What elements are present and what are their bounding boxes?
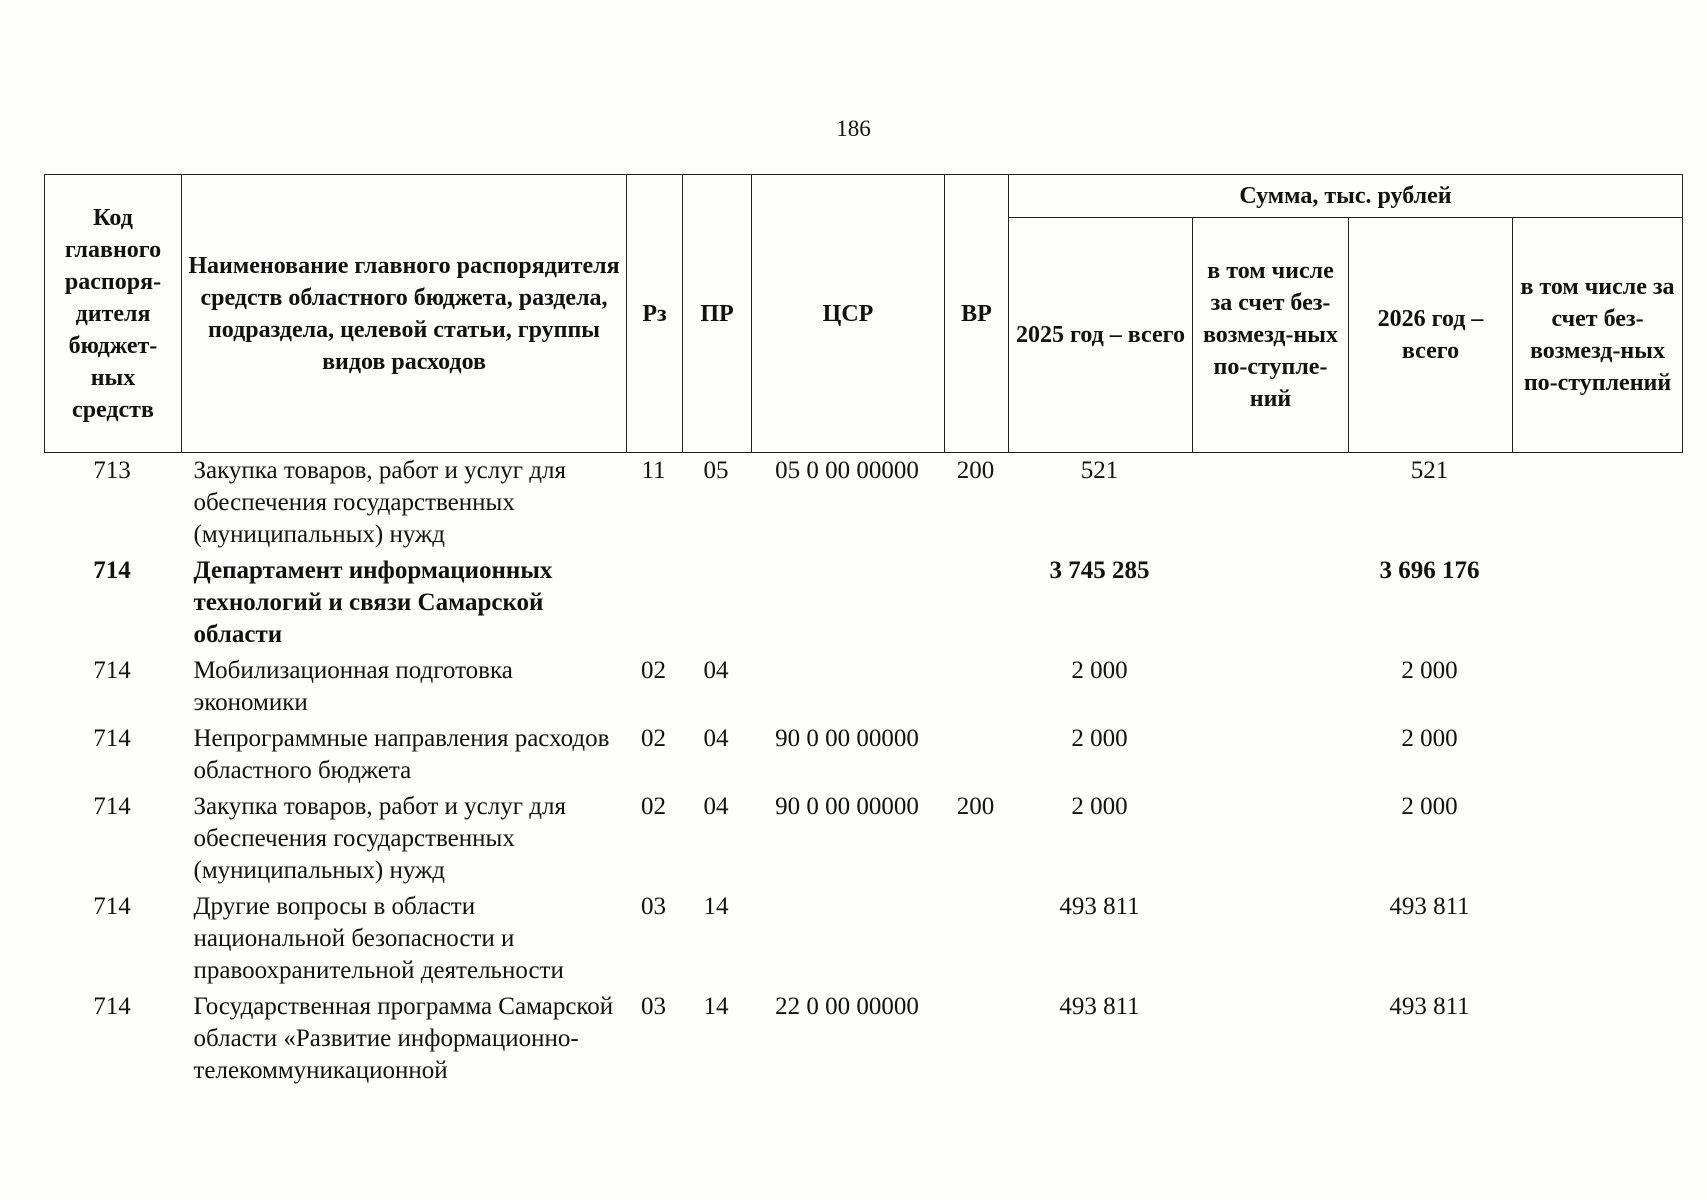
cell-code: 714: [93, 725, 131, 752]
cell-2026-total: 3 696 176: [1379, 557, 1480, 584]
cell-pr: 04: [703, 725, 729, 752]
cell-pr: 14: [703, 893, 729, 920]
cell-2025-total: 2 000: [1071, 725, 1128, 752]
cell-2025-grants: [1193, 789, 1349, 889]
cell-name: Государственная программа Самарской области «Развитие информационно-телекоммуникационной: [193, 993, 614, 1084]
cell-2025-grants: [1193, 553, 1349, 653]
cell-2025-total: 2 000: [1071, 657, 1128, 684]
cell-rz: 03: [641, 893, 666, 920]
cell-2026-grants: [1513, 453, 1683, 554]
cell-csr: [752, 889, 945, 989]
header-code: Код главного распоря-дителя бюджет-ных средств: [45, 175, 182, 453]
table-row: [45, 721, 1683, 789]
cell-name: Департамент информационных технологий и связи Самарской области: [193, 557, 553, 648]
cell-code: 714: [93, 557, 131, 584]
cell-vr: [945, 889, 1009, 989]
cell-2026-total: 2 000: [1401, 725, 1458, 752]
cell-2025-grants: [1193, 653, 1349, 721]
cell-vr: 200: [956, 457, 995, 484]
table-row: [45, 789, 1683, 889]
cell-pr: 04: [703, 657, 729, 684]
header-2026-total: 2026 год – всего: [1349, 218, 1513, 453]
cell-name: Другие вопросы в области национальной безопасности и правоохранительной деятельности: [193, 893, 564, 984]
cell-csr: [752, 653, 945, 721]
cell-name: Непрограммные направления расходов областного бюджета: [193, 725, 610, 784]
cell-2026-grants: [1513, 653, 1683, 721]
header-2025-grants: в том числе за счет без-возмезд-ных по-ступле-ний: [1193, 218, 1349, 453]
cell-pr: [683, 553, 752, 653]
cell-2025-total: 3 745 285: [1049, 557, 1150, 584]
table-body: [45, 453, 1683, 1090]
cell-name: Закупка товаров, работ и услуг для обеспечения государственных (муниципальных) нужд: [193, 457, 566, 548]
cell-code: 714: [93, 793, 131, 820]
cell-2026-total: 521: [1410, 457, 1449, 484]
cell-2025-total: 521: [1080, 457, 1119, 484]
cell-2025-grants: [1193, 889, 1349, 989]
cell-2025-total: 493 811: [1059, 993, 1140, 1020]
cell-2026-grants: [1513, 989, 1683, 1089]
cell-code: 714: [93, 657, 131, 684]
cell-pr: 14: [703, 993, 729, 1020]
page-number: 186: [836, 116, 871, 141]
cell-code: 714: [93, 993, 131, 1020]
cell-code: 713: [93, 457, 131, 484]
header-2026-grants: в том числе за счет без-возмезд-ных по-ступлений: [1513, 218, 1683, 453]
cell-rz: 02: [641, 725, 666, 752]
header-sum: Сумма, тыс. рублей: [1009, 175, 1683, 218]
cell-rz: 02: [641, 657, 666, 684]
cell-2026-total: 2 000: [1401, 657, 1458, 684]
cell-csr: 90 0 00 00000: [775, 725, 919, 752]
cell-vr: 200: [956, 793, 995, 820]
cell-csr: [752, 553, 945, 653]
table-row: [45, 453, 1683, 554]
header-2025-total: 2025 год – всего: [1009, 218, 1193, 453]
cell-pr: 04: [703, 793, 729, 820]
header-name: Наименование главного распорядителя средств областного бюджета, раздела, подраздела, целевой статьи, группы видов расходов: [182, 175, 627, 453]
cell-csr: 90 0 00 00000: [775, 793, 919, 820]
cell-rz: 03: [641, 993, 666, 1020]
cell-2026-total: 493 811: [1389, 893, 1470, 920]
cell-2025-total: 2 000: [1071, 793, 1128, 820]
cell-2025-total: 493 811: [1059, 893, 1140, 920]
cell-rz: 02: [641, 793, 666, 820]
cell-vr: [945, 553, 1009, 653]
cell-2026-grants: [1513, 789, 1683, 889]
header-pr: ПР: [683, 175, 752, 453]
cell-rz: 11: [641, 457, 666, 484]
header-rz: Рз: [627, 175, 683, 453]
cell-name: Закупка товаров, работ и услуг для обеспечения государственных (муниципальных) нужд: [193, 793, 566, 884]
cell-2026-grants: [1513, 553, 1683, 653]
table-row: [45, 653, 1683, 721]
cell-2026-grants: [1513, 721, 1683, 789]
cell-2025-grants: [1193, 453, 1349, 554]
header-csr: ЦСР: [752, 175, 945, 453]
cell-2025-grants: [1193, 721, 1349, 789]
cell-csr: 05 0 00 00000: [775, 457, 919, 484]
cell-rz: [627, 553, 683, 653]
budget-table: [44, 174, 1683, 1089]
table-row: [45, 553, 1683, 653]
cell-pr: 05: [703, 457, 729, 484]
cell-code: 714: [93, 893, 131, 920]
cell-2026-total: 2 000: [1401, 793, 1458, 820]
cell-2025-grants: [1193, 989, 1349, 1089]
header-vr: ВР: [945, 175, 1009, 453]
cell-name: Мобилизационная подготовка экономики: [193, 657, 513, 716]
cell-vr: [945, 989, 1009, 1089]
cell-vr: [945, 653, 1009, 721]
cell-vr: [945, 721, 1009, 789]
cell-2026-grants: [1513, 889, 1683, 989]
table-row: [45, 889, 1683, 989]
cell-2026-total: 493 811: [1389, 993, 1470, 1020]
table-row: [45, 989, 1683, 1089]
cell-csr: 22 0 00 00000: [775, 993, 919, 1020]
